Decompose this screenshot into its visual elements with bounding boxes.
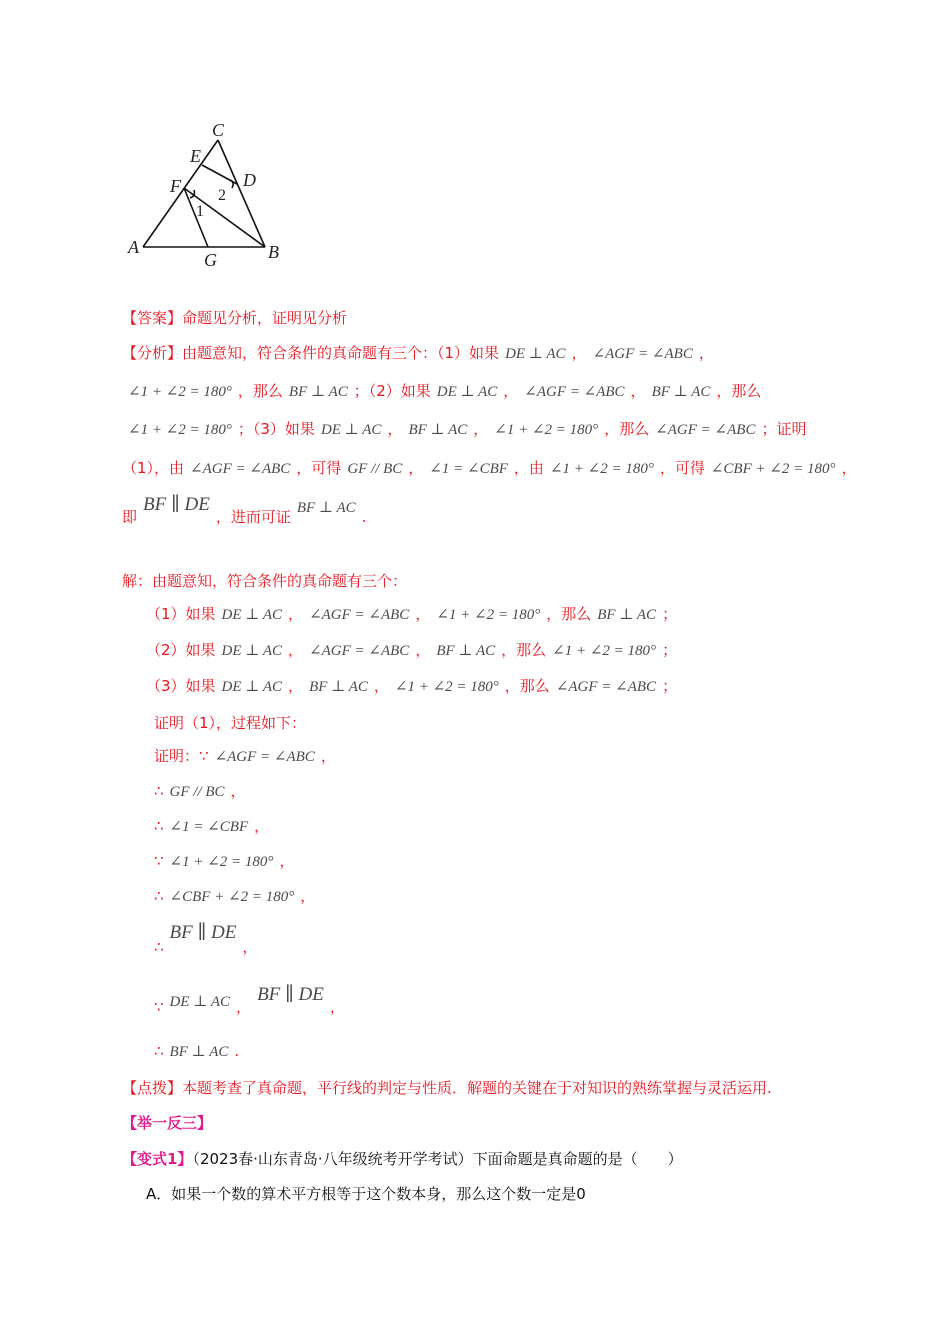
math-expr: GF // BC: [347, 461, 403, 477]
since-symbol: ∵: [199, 747, 209, 765]
punct: ，: [230, 782, 246, 800]
math-expr: BF ⊥ AC: [597, 607, 657, 623]
analysis-line-2: [122, 380, 761, 401]
punct: ，: [630, 382, 646, 400]
punct: ，: [288, 641, 304, 659]
label-c: C: [212, 120, 225, 140]
punct: ，: [473, 420, 489, 438]
punct: ，: [320, 747, 336, 765]
analysis-text: 由题意知，符合条件的真命题有三个：（1）如果: [182, 344, 500, 362]
math-expr: ∠AGF = ∠ABC: [592, 346, 693, 362]
text: （3）如果: [146, 677, 216, 695]
punct: ；: [662, 605, 678, 623]
label-angle-2: 2: [218, 187, 226, 204]
math-expr: ∠AGF = ∠ABC: [524, 384, 625, 400]
math-expr: ∠AGF = ∠ABC: [309, 643, 410, 659]
text: ，那么: [546, 605, 592, 623]
punct: ，: [288, 605, 304, 623]
analysis-line-5: [122, 494, 367, 528]
punct: ，: [373, 677, 389, 695]
punct: .: [361, 508, 367, 526]
math-expr: ∠1 + ∠2 = 180°: [552, 643, 657, 659]
punct: ；: [662, 641, 678, 659]
proof-step-7: [154, 984, 345, 1018]
math-expr: ∠AGF = ∠ABC: [309, 607, 410, 623]
math-expr: DE ⊥ AC: [221, 643, 283, 659]
proof-step-5: [154, 885, 315, 906]
proposition-3: [146, 675, 677, 696]
math-expr: ∠1 + ∠2 = 180°: [494, 422, 599, 438]
analysis-text: ，由: [513, 459, 544, 477]
math-expr: ∠1 + ∠2 = 180°: [128, 384, 232, 400]
answer-text: 命题见分析，证明见分析: [182, 309, 348, 327]
math-expr: BF ∥ DE: [257, 984, 324, 1005]
proposition-2: [146, 639, 677, 660]
math-expr: ∠1 + ∠2 = 180°: [128, 422, 232, 438]
punct: ，: [254, 817, 270, 835]
section-title: 【举一反三】: [122, 1114, 213, 1132]
since-symbol: ∵: [154, 998, 164, 1016]
math-expr: BF ⊥ AC: [296, 500, 356, 516]
math-expr: BF ∥ DE: [169, 922, 237, 943]
therefore-symbol: ∴: [154, 782, 164, 800]
proof-title: 证明（1），过程如下：: [154, 714, 307, 732]
analysis-line-4: [122, 457, 857, 478]
proof-step-6: [154, 922, 258, 958]
analysis-text: ，那么: [237, 382, 283, 400]
punct: .: [234, 1042, 240, 1060]
math-expr: DE ⊥ AC: [320, 422, 382, 438]
math-expr: ∠1 = ∠CBF: [169, 819, 249, 835]
math-expr: BF ∥ DE: [143, 494, 210, 515]
math-expr: DE ⊥ AC: [436, 384, 498, 400]
punct: ，: [408, 459, 424, 477]
label-e: E: [190, 146, 201, 166]
math-expr: ∠1 = ∠CBF: [429, 461, 508, 477]
label-d: D: [243, 170, 256, 190]
math-expr: BF ⊥ AC: [309, 679, 368, 695]
since-symbol: ∵: [154, 852, 164, 870]
math-expr: ∠AGF = ∠ABC: [655, 422, 756, 438]
proposition-1: [146, 603, 677, 624]
analysis-text: （1），由: [122, 459, 185, 477]
math-expr: ∠1 + ∠2 = 180°: [394, 679, 499, 695]
punct: ，: [329, 998, 345, 1016]
analysis-text: ；（2）如果: [353, 382, 431, 400]
therefore-symbol: ∴: [154, 817, 164, 835]
punct: ，: [242, 938, 258, 956]
analysis-text: 即: [122, 508, 138, 526]
math-expr: BF ⊥ AC: [408, 422, 468, 438]
analysis-line-3: [122, 418, 806, 439]
analysis-tag: 【分析】: [122, 344, 183, 362]
math-expr: DE ⊥ AC: [169, 994, 231, 1010]
proof-step-8: [154, 1042, 239, 1061]
proof-step-1: [154, 745, 336, 766]
label-b: B: [268, 242, 279, 262]
geometry-figure: [120, 110, 300, 275]
math-expr: BF ⊥ AC: [651, 384, 711, 400]
analysis-text: ，进而可证: [215, 508, 291, 526]
text: ，那么: [501, 641, 547, 659]
math-expr: ∠1 + ∠2 = 180°: [169, 854, 274, 870]
math-expr: ∠CBF + ∠2 = 180°: [710, 461, 836, 477]
analysis-text: ，那么: [716, 382, 762, 400]
math-expr: ∠AGF = ∠ABC: [214, 749, 315, 765]
analysis-text: ，可得: [659, 459, 705, 477]
analysis-text: ，可得: [296, 459, 342, 477]
math-expr: ∠CBF + ∠2 = 180°: [169, 889, 295, 905]
math-expr: DE ⊥ AC: [505, 346, 566, 362]
analysis-text: ；（3）如果: [237, 420, 315, 438]
analysis-text: ；证明: [761, 420, 807, 438]
text: （2）如果: [146, 641, 216, 659]
comment-line: [122, 1077, 772, 1098]
variant-tag: 【变式1】: [122, 1150, 193, 1168]
punct: ，: [279, 852, 295, 870]
answer-tag: 【答案】: [122, 309, 183, 327]
math-expr: ∠AGF = ∠ABC: [555, 679, 657, 695]
proof-step-2: [154, 780, 246, 801]
punct: ，: [415, 605, 431, 623]
label-f: F: [170, 176, 181, 196]
variant-line: [122, 1148, 683, 1169]
math-expr: BF ⊥ AC: [169, 1044, 229, 1060]
punct: ，: [841, 459, 857, 477]
math-expr: DE ⊥ AC: [221, 679, 283, 695]
analysis-text: ，那么: [604, 420, 650, 438]
punct: ，: [236, 998, 252, 1016]
label-g: G: [204, 250, 217, 270]
punct: ；: [662, 677, 678, 695]
math-expr: BF ⊥ AC: [288, 384, 348, 400]
therefore-symbol: ∴: [154, 887, 164, 905]
proof-step-3: [154, 815, 269, 836]
math-expr: ∠AGF = ∠ABC: [190, 461, 291, 477]
therefore-symbol: ∴: [154, 938, 164, 956]
punct: ，: [387, 420, 403, 438]
comment-text: 本题考查了真命题，平行线的判定与性质．解题的关键在于对知识的熟练掌握与灵活运用.: [182, 1079, 772, 1097]
variant-source: （2023春·山东青岛·八年级统考开学考试）下面命题是真命题的是（ ）: [192, 1150, 683, 1168]
punct: ，: [415, 641, 431, 659]
therefore-symbol: ∴: [154, 1042, 164, 1060]
analysis-line-1: [122, 342, 714, 363]
comment-tag: 【点拨】: [122, 1079, 183, 1097]
math-expr: ∠1 + ∠2 = 180°: [549, 461, 654, 477]
option-a: A．如果一个数的算术平方根等于这个数本身，那么这个数一定是0: [146, 1185, 586, 1203]
punct: ，: [300, 887, 316, 905]
punct: ，: [698, 344, 714, 362]
label-a: A: [128, 237, 139, 257]
answer-line: [122, 307, 347, 328]
punct: ，: [288, 677, 304, 695]
math-expr: ∠1 + ∠2 = 180°: [436, 607, 541, 623]
label-angle-1: 1: [196, 203, 204, 220]
solution-intro: 解：由题意知，符合条件的真命题有三个：: [122, 572, 408, 590]
math-expr: GF // BC: [169, 784, 225, 800]
math-expr: BF ⊥ AC: [436, 643, 496, 659]
text: （1）如果: [146, 605, 216, 623]
punct: ，: [503, 382, 519, 400]
text: 证明：: [154, 747, 200, 765]
text: ，那么: [504, 677, 550, 695]
proof-step-4: [154, 850, 294, 871]
math-expr: DE ⊥ AC: [221, 607, 283, 623]
punct: ，: [571, 344, 587, 362]
